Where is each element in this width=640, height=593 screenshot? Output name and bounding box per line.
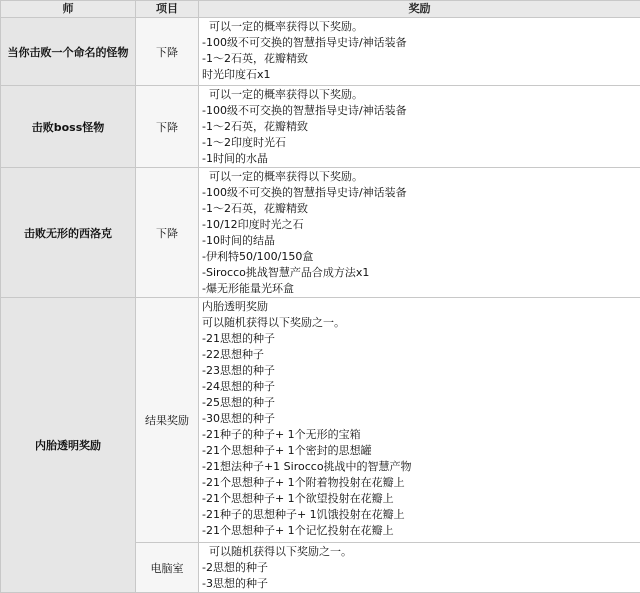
item-cell: 下降 (136, 168, 199, 298)
reward-line: -21个思想种子+ 1个记忆投射在花瓣上 (202, 523, 640, 539)
condition-cell: 内胎透明奖励 (1, 298, 136, 593)
table-row (1, 298, 640, 543)
reward-cell (199, 543, 640, 593)
reward-line: -23思想的种子 (202, 363, 640, 379)
header-condition: 师 (1, 1, 136, 18)
reward-line: 可以一定的概率获得以下奖励。 (202, 169, 640, 185)
table-row (1, 18, 640, 86)
reward-line: -21种子的种子+ 1个无形的宝箱 (202, 427, 640, 443)
reward-line: -100级不可交换的智慧指导史诗/神话装备 (202, 103, 640, 119)
reward-line: -30思想的种子 (202, 411, 640, 427)
header-reward: 奖励 (199, 1, 640, 18)
reward-cell (199, 86, 640, 168)
reward-line: -25思想的种子 (202, 395, 640, 411)
table-row (1, 86, 640, 168)
reward-line: -伊利特50/100/150盒 (202, 249, 640, 265)
condition-cell: 击败boss怪物 (1, 86, 136, 168)
reward-line: 内胎透明奖励 (202, 299, 640, 315)
reward-line: -21想法种子+1 Sirocco挑战中的智慧产物 (202, 459, 640, 475)
item-cell: 结果奖励 (136, 298, 199, 543)
reward-cell (199, 18, 640, 86)
reward-line: -爆无形能量光环盒 (202, 281, 640, 297)
condition-cell: 击败无形的西洛克 (1, 168, 136, 298)
reward-line: -1时间的水晶 (202, 151, 640, 167)
reward-line: 可以随机获得以下奖励之一。 (202, 544, 640, 560)
reward-line: 时光印度石x1 (202, 67, 640, 83)
reward-line: -22思想种子 (202, 347, 640, 363)
reward-line: 可以随机获得以下奖励之一。 (202, 315, 640, 331)
reward-line: -100级不可交换的智慧指导史诗/神话装备 (202, 185, 640, 201)
reward-line: -21个思想种子+ 1个密封的思想罐 (202, 443, 640, 459)
item-cell: 下降 (136, 18, 199, 86)
reward-line: -21个思想种子+ 1个附着物投射在花瓣上 (202, 475, 640, 491)
reward-line: -3思想的种子 (202, 576, 640, 592)
condition-cell: 当你击败一个命名的怪物 (1, 18, 136, 86)
reward-cell (199, 298, 640, 543)
table-row (1, 168, 640, 298)
reward-line: -21思想的种子 (202, 331, 640, 347)
reward-line: 可以一定的概率获得以下奖励。 (202, 87, 640, 103)
reward-line: -10时间的结晶 (202, 233, 640, 249)
reward-line: -Sirocco挑战智慧产品合成方法x1 (202, 265, 640, 281)
item-cell: 下降 (136, 86, 199, 168)
reward-line: 可以一定的概率获得以下奖励。 (202, 19, 640, 35)
reward-line: -1～2石英，花瓣精致 (202, 51, 640, 67)
item-cell: 电脑室 (136, 543, 199, 593)
reward-line: -100级不可交换的智慧指导史诗/神话装备 (202, 35, 640, 51)
reward-line: -21种子的思想种子+ 1饥饿投射在花瓣上 (202, 507, 640, 523)
reward-cell (199, 168, 640, 298)
reward-line: -2思想的种子 (202, 560, 640, 576)
header-row (1, 1, 640, 18)
reward-line: -1～2石英，花瓣精致 (202, 119, 640, 135)
reward-line: -24思想的种子 (202, 379, 640, 395)
reward-line: -1～2石英，花瓣精致 (202, 201, 640, 217)
reward-line: -1～2印度时光石 (202, 135, 640, 151)
reward-line: -21个思想种子+ 1个欲望投射在花瓣上 (202, 491, 640, 507)
header-item: 项目 (136, 1, 199, 18)
reward-line: -10/12印度时光之石 (202, 217, 640, 233)
